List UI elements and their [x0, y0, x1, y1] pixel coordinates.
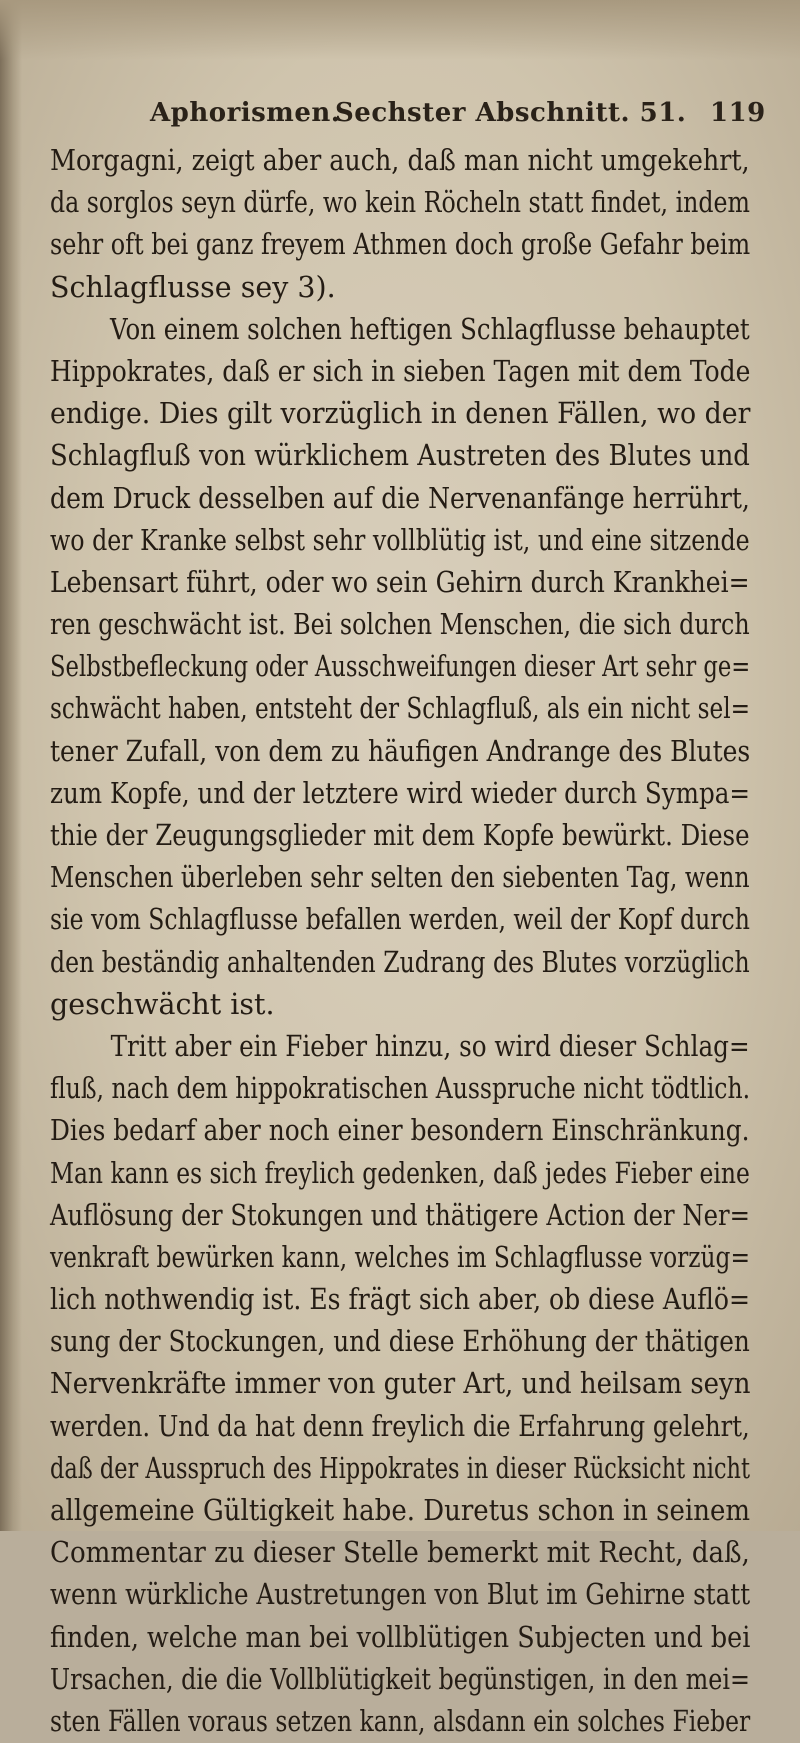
text-line: thie der Zeugungsglieder mit dem Kopfe bewürkt. Diese — [50, 819, 750, 852]
text-line: Morgagni, zeigt aber auch, daß man nicht umgekehrt, — [50, 144, 750, 177]
page-edge-shadow — [0, 0, 22, 1531]
text-line: Auflösung der Stokungen und thätigere Action der Ner= — [50, 1198, 750, 1232]
running-title-left: Aphorismen. — [150, 98, 341, 128]
text-line: Hippokrates, daß er sich in sieben Tagen mit dem Tode — [50, 354, 751, 388]
text-line: Man kann es sich freylich gedenken, daß jedes Fieber eine — [50, 1156, 750, 1190]
text-line: werden. Und da hat denn freylich die Erfahrung gelehrt, — [50, 1409, 750, 1443]
page-number: 119 — [710, 98, 766, 128]
text-line: Selbstbefleckung oder Ausschweifungen dieser Art sehr ge= — [50, 650, 751, 684]
text-line: sten Fällen voraus setzen kann, alsdann ein solches Fieber — [50, 1704, 751, 1738]
text-line: allgemeine Gültigkeit habe. Duretus schon in seinem — [50, 1494, 751, 1527]
text-line: finden, welche man bei vollblütigen Subjecten und bei — [50, 1620, 751, 1654]
running-title-section: Sechster Abschnitt. 51. — [335, 98, 687, 128]
text-line: wo der Kranke selbst sehr vollblütig ist, und eine sitzende — [50, 523, 750, 557]
text-line: den beständig anhaltenden Zudrang des Blutes vorzüglich — [50, 945, 750, 979]
text-line: sung der Stockungen, und diese Erhöhung der thätigen — [50, 1325, 750, 1359]
text-line: dem Druck desselben auf die Nervenanfänge herrührt, — [50, 481, 750, 515]
text-line: wenn würkliche Austretungen von Blut im Gehirne statt — [50, 1578, 751, 1612]
text-line: Dies bedarf aber noch einer besondern Einschränkung. — [50, 1114, 750, 1148]
text-line: Tritt aber ein Fieber hinzu, so wird dieser Schlag= — [110, 1029, 750, 1063]
body-text — [50, 140, 750, 1743]
text-line: Nervenkräfte immer von guter Art, und heilsam seyn — [50, 1367, 751, 1401]
text-line: ren geschwächt ist. Bei solchen Menschen, die sich durch — [50, 608, 750, 642]
text-line: daß der Ausspruch des Hippokrates in dieser Rücksicht nicht — [50, 1451, 750, 1485]
text-line: Lebensart führt, oder wo sein Gehirn durch Krankhei= — [50, 565, 750, 599]
page-top-shadow — [0, 0, 800, 60]
text-line: Schlagfluß von würklichem Austreten des Blutes und — [50, 439, 750, 473]
text-line: venkraft bewürken kann, welches im Schlagflusse vorzüg= — [50, 1240, 750, 1274]
text-line: sie vom Schlagflusse befallen werden, weil der Kopf durch — [50, 903, 750, 937]
text-line: zum Kopfe, und der letztere wird wieder durch Sympa= — [50, 776, 750, 810]
text-line: Schlagflusse sey 3). — [50, 270, 336, 304]
text-line: sehr oft bei ganz freyem Athmen doch große Gefahr beim — [50, 228, 751, 262]
text-line: endige. Dies gilt vorzüglich in denen Fällen, wo der — [50, 397, 751, 431]
text-line: Menschen überleben sehr selten den siebenten Tag, wenn — [50, 861, 750, 895]
text-line: Von einem solchen heftigen Schlagflusse behauptet — [110, 312, 750, 346]
text-line: fluß, nach dem hippokratischen Ausspruche nicht tödtlich. — [50, 1072, 751, 1106]
running-header — [150, 98, 770, 138]
text-line: da sorglos seyn dürfe, wo kein Röcheln statt findet, indem — [50, 186, 751, 220]
text-line: tener Zufall, von dem zu häufigen Andrange des Blutes — [50, 734, 751, 768]
text-line: lich nothwendig ist. Es frägt sich aber, ob diese Auflö= — [50, 1283, 750, 1317]
text-line: geschwächt ist. — [50, 987, 275, 1021]
text-line: Ursachen, die die Vollblütigkeit begünstigen, in den mei= — [50, 1662, 750, 1696]
text-line: schwächt haben, entsteht der Schlagfluß, als ein nicht sel= — [50, 692, 751, 726]
text-line: Commentar zu dieser Stelle bemerkt mit Recht, daß, — [50, 1536, 750, 1570]
